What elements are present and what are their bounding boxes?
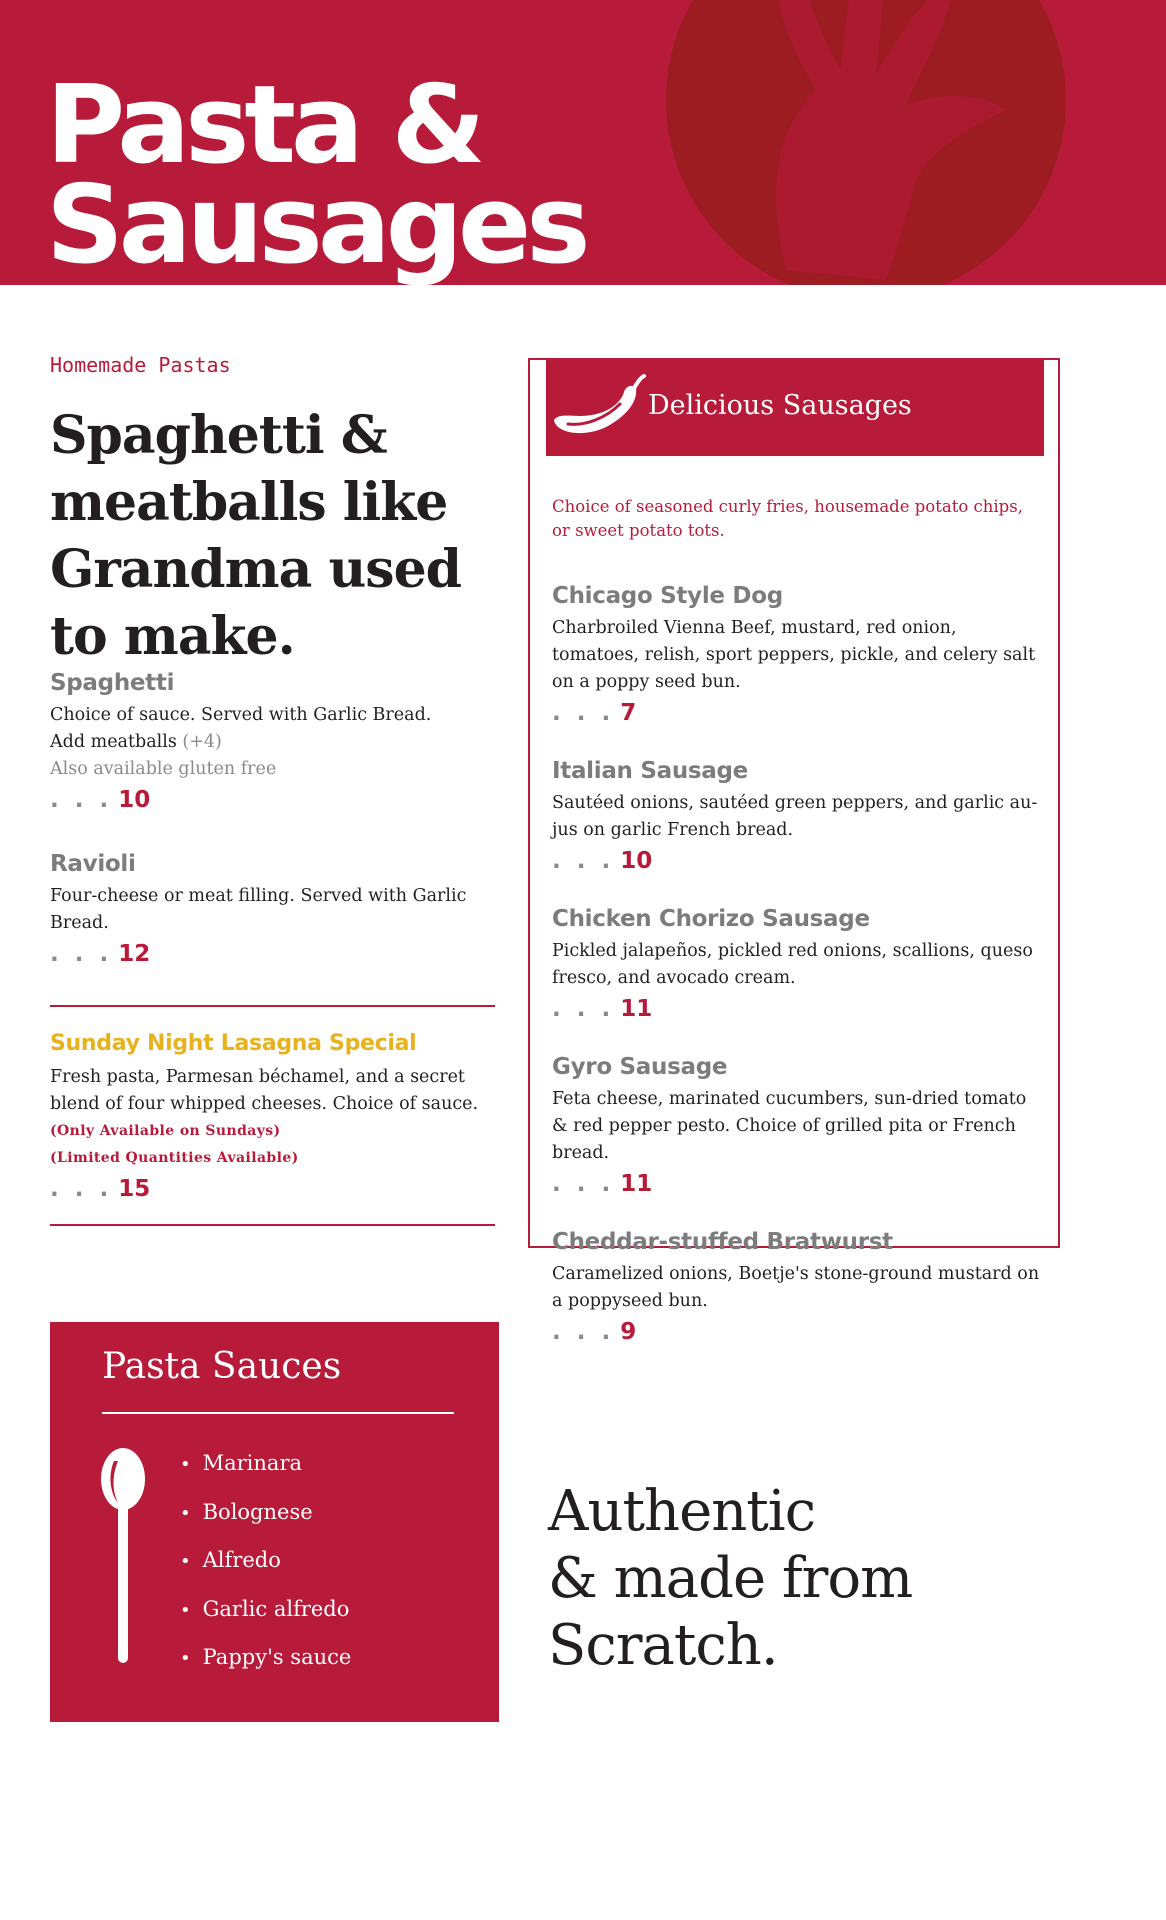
item-name: Spaghetti [50, 670, 175, 696]
item-description: Pickled jalapeños, pickled red onions, scallions, queso fresco, and avocado cream. [552, 941, 1033, 988]
sauce-item: • Marinara [180, 1440, 351, 1489]
item-price: 10 [620, 848, 653, 874]
price-line [50, 939, 500, 969]
item-price: 11 [620, 1171, 653, 1197]
item-name: Ravioli [50, 851, 136, 877]
price-line [50, 1174, 500, 1204]
item-description-text: Choice of sauce. Served with Garlic Bread. [50, 705, 432, 725]
hand-stamp-icon [656, 0, 1076, 285]
special-description: Fresh pasta, Parmesan béchamel, and a secret blend of four whipped cheeses. Choice of sauce. [50, 1067, 479, 1114]
price-line [552, 698, 1042, 728]
price-dots: . . . [552, 1171, 615, 1197]
pasta-sauces-panel [50, 1322, 499, 1722]
special-name: Sunday Night Lasagna Special [50, 1031, 417, 1056]
item-description [50, 702, 500, 783]
item-name: Chicken Chorizo Sausage [552, 906, 870, 932]
menu-item [552, 1229, 1042, 1347]
price-line [552, 1317, 1042, 1347]
price-line [552, 846, 1042, 876]
item-name: Cheddar-stuffed Bratwurst [552, 1229, 893, 1255]
price-dots: . . . [552, 996, 615, 1022]
item-price: 12 [118, 941, 151, 967]
price-dots: . . . [50, 941, 113, 967]
sauces-divider [102, 1412, 454, 1414]
special-note-sundays: (Only Available on Sundays) [50, 1123, 281, 1139]
item-description: Sautéed onions, sautéed green peppers, and garlic au-jus on garlic French bread. [552, 793, 1038, 840]
menu-item [552, 906, 1042, 1024]
price-line [50, 785, 500, 815]
sausages-panel [528, 358, 1060, 1345]
price-dots: . . . [50, 787, 113, 813]
sauce-item: • Pappy's sauce [180, 1634, 351, 1683]
sauce-item: • Garlic alfredo [180, 1586, 351, 1635]
price-line [552, 994, 1042, 1024]
item-description: Feta cheese, marinated cucumbers, sun-dried tomato & red pepper pesto. Choice of grilled pita or French bread. [552, 1089, 1027, 1163]
header-banner [0, 0, 1166, 285]
price-line [552, 1169, 1042, 1199]
item-price: 11 [620, 996, 653, 1022]
item-name: Chicago Style Dog [552, 583, 783, 609]
spoon-icon [100, 1447, 146, 1667]
menu-item [50, 851, 500, 969]
item-description: Charbroiled Vienna Beef, mustard, red onion, tomatoes, relish, sport peppers, pickle, and celery salt on a poppy seed bun. [552, 618, 1036, 692]
sauce-item: • Bolognese [180, 1489, 351, 1538]
item-addon: Add meatballs [50, 732, 177, 752]
menu-item [50, 670, 500, 815]
pasta-eyebrow: Homemade Pastas [50, 353, 231, 377]
menu-item [552, 583, 1042, 728]
sausages-title: Delicious Sausages [648, 390, 912, 421]
sauce-list [180, 1440, 351, 1683]
item-note: Also available gluten free [50, 759, 277, 779]
item-description: Caramelized onions, Boetje's stone-ground mustard on a poppyseed bun. [552, 1264, 1040, 1311]
menu-item [552, 1054, 1042, 1199]
pasta-section [50, 350, 500, 1226]
item-name: Italian Sausage [552, 758, 748, 784]
lasagna-special [50, 1007, 500, 1224]
sauces-title: Pasta Sauces [102, 1346, 342, 1387]
sausages-intro: Choice of seasoned curly fries, housemade potato chips, or sweet potato tots. [552, 497, 1023, 540]
page-title: Pasta & Sausages [46, 63, 586, 285]
tagline: Authentic & made from Scratch. [548, 1479, 913, 1678]
menu-item [552, 758, 1042, 876]
special-price: 15 [118, 1176, 151, 1202]
special-note-limited: (Limited Quantities Available) [50, 1150, 299, 1166]
price-dots: . . . [50, 1176, 113, 1202]
price-dots: . . . [552, 700, 615, 726]
item-price: 10 [118, 787, 151, 813]
pasta-headline: Spaghetti & meatballs like Grandma used to make. [50, 405, 462, 667]
item-addon-price: (+4) [182, 732, 222, 752]
divider [50, 1224, 495, 1226]
sausages-header [546, 360, 1044, 456]
item-description: Four-cheese or meat filling. Served with Garlic Bread. [50, 886, 467, 933]
price-dots: . . . [552, 1319, 615, 1345]
item-price: 7 [620, 700, 637, 726]
item-price: 9 [620, 1319, 637, 1345]
sauce-item: • Alfredo [180, 1537, 351, 1586]
item-name: Gyro Sausage [552, 1054, 728, 1080]
price-dots: . . . [552, 848, 615, 874]
sausages-list [552, 495, 1042, 1377]
sausage-icon [546, 372, 646, 442]
